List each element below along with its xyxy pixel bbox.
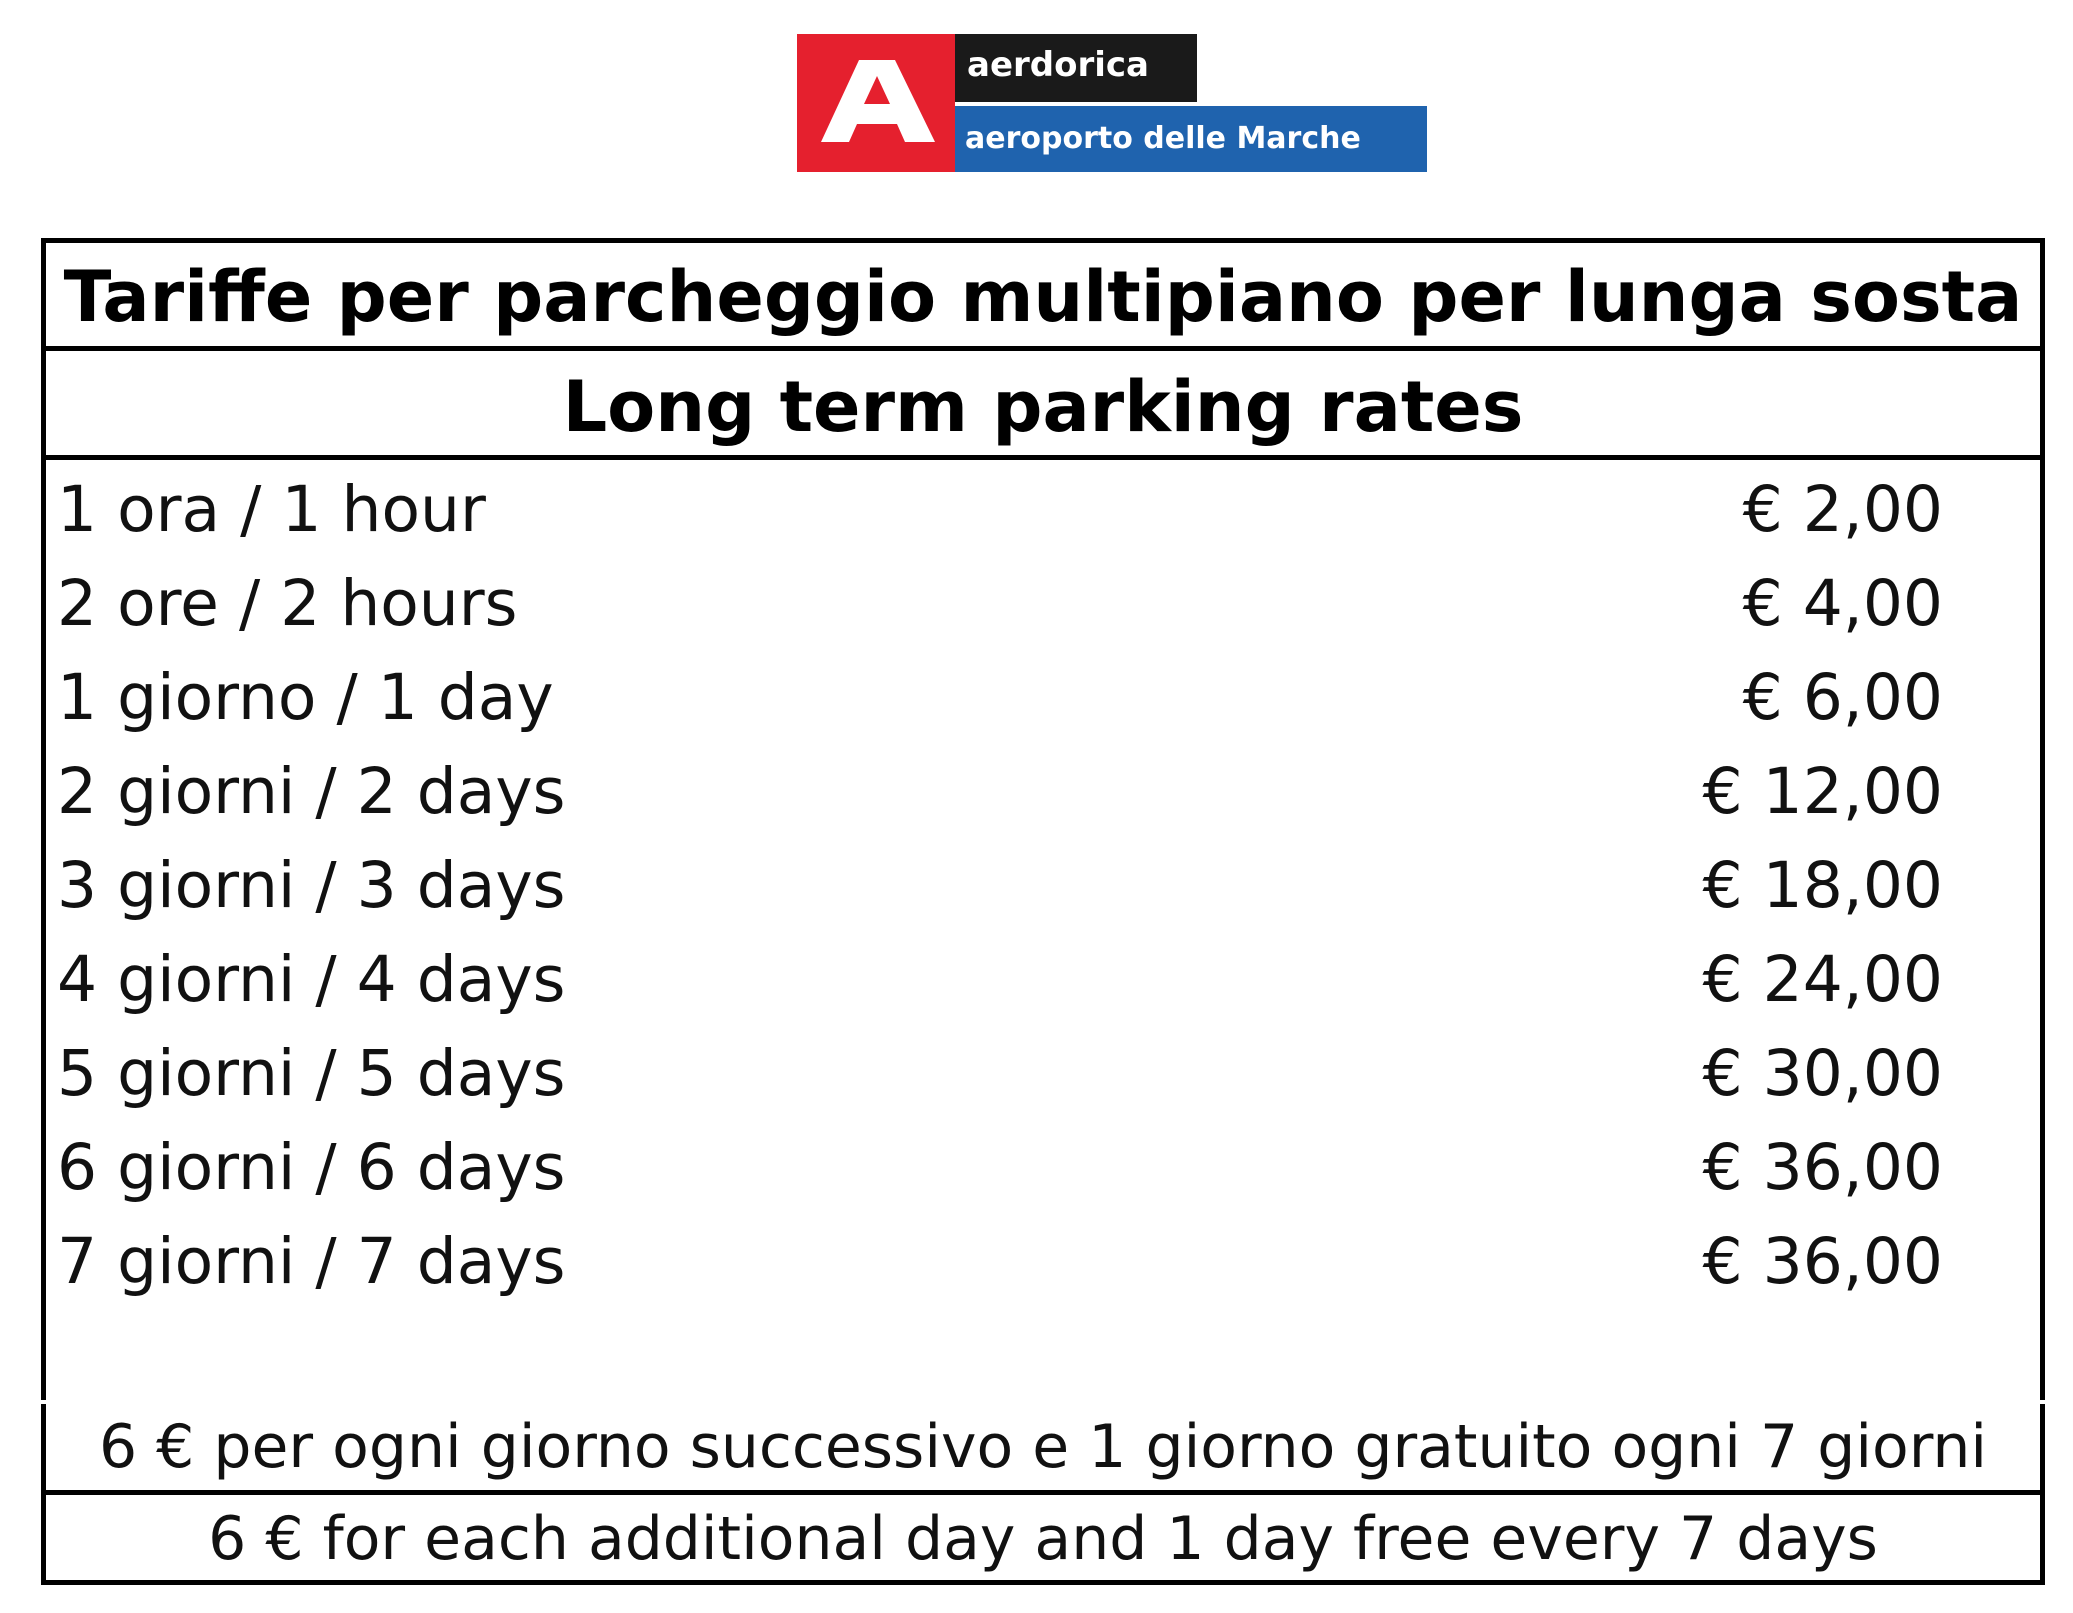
additional-day-note-english: 6 € for each additional day and 1 day free every 7 days [208,1504,1878,1574]
rate-price: € 18,00 [1702,849,1943,922]
rate-row [46,1215,2040,1309]
rate-duration: 3 giorni / 3 days [57,849,566,922]
rate-duration: 7 giorni / 7 days [57,1225,566,1298]
rate-row [46,463,2040,557]
rate-duration: 1 giorno / 1 day [57,661,554,734]
logo-subtitle: aeroporto delle Marche [955,106,1427,172]
additional-day-note-italian: 6 € per ogni giorno successivo e 1 giorno gratuito ogni 7 giorni [98,1412,1988,1482]
rate-price: € 2,00 [1742,473,1943,546]
rate-duration: 1 ora / 1 hour [57,473,486,546]
rate-price: € 36,00 [1702,1131,1943,1204]
logo-brand-name: aerdorica [955,34,1197,102]
rate-duration: 2 ore / 2 hours [57,567,518,640]
table-title-english: Long term parking rates [562,366,1524,448]
rate-row [46,839,2040,933]
rate-price: € 12,00 [1702,755,1943,828]
rate-price: € 24,00 [1702,943,1943,1016]
rate-duration: 4 giorni / 4 days [57,943,566,1016]
table-title-italian: Tariffe per parcheggio multipiano per lunga sosta [63,256,2023,338]
rate-row [46,557,2040,651]
rate-duration: 5 giorni / 5 days [57,1037,566,1110]
rate-price: € 36,00 [1702,1225,1943,1298]
rate-price: € 30,00 [1702,1037,1943,1110]
rate-row [46,651,2040,745]
rate-row [46,1027,2040,1121]
title-divider [41,346,2045,351]
rates-list [46,463,2040,1309]
aerdorica-a-mark-icon [797,34,955,172]
rate-price: € 6,00 [1742,661,1943,734]
rate-price: € 4,00 [1742,567,1943,640]
rate-duration: 6 giorni / 6 days [57,1131,566,1204]
aerdorica-logo [797,34,1427,172]
rate-row [46,933,2040,1027]
rate-row [46,745,2040,839]
rate-duration: 2 giorni / 2 days [57,755,566,828]
rate-row [46,1121,2040,1215]
